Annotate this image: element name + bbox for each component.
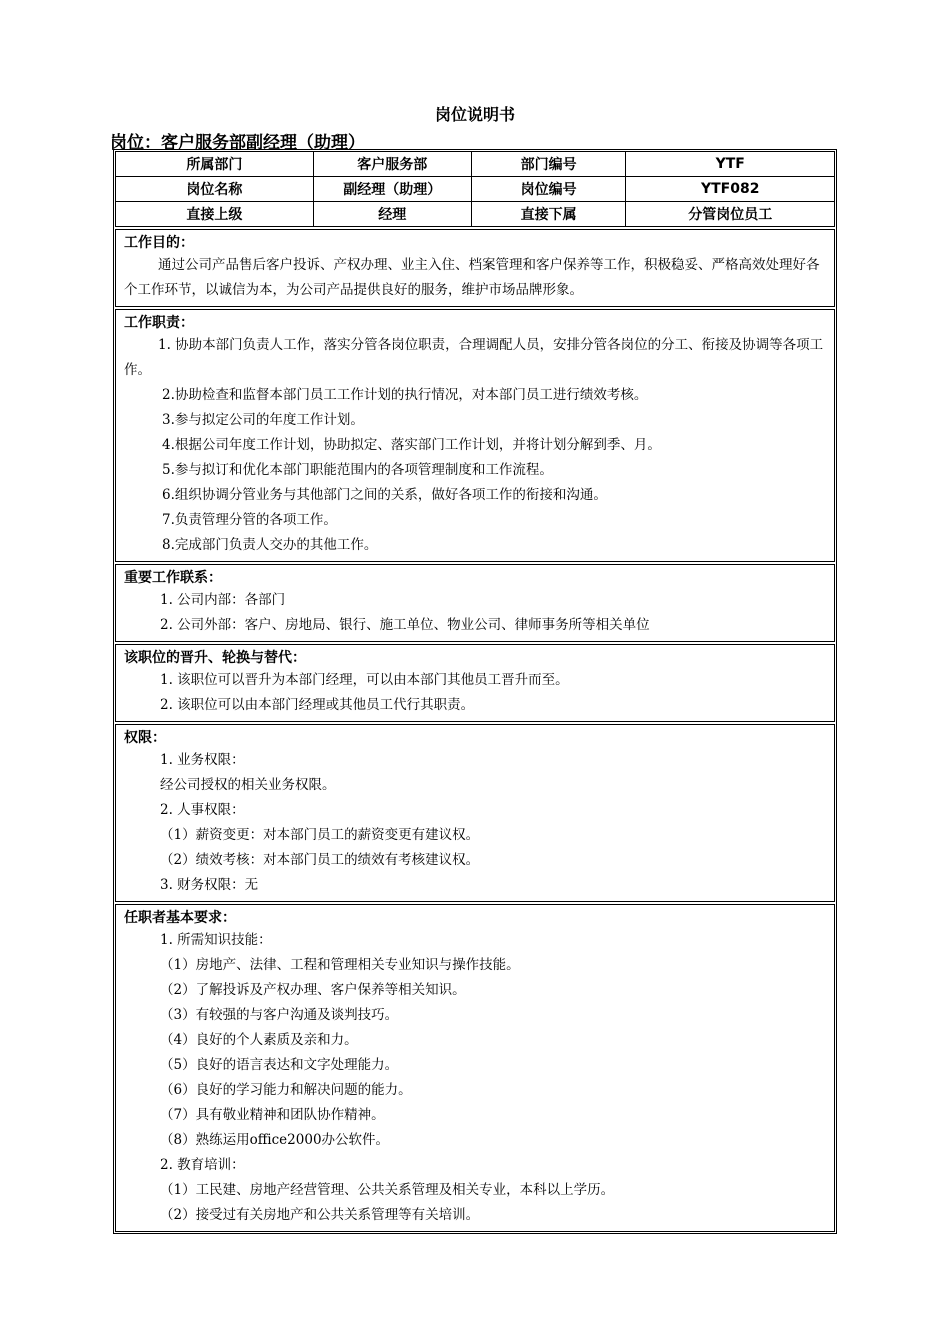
requirement-line: （8）熟练运用office2000办公软件。 bbox=[160, 1132, 390, 1148]
requirement-line: （2）了解投诉及产权办理、客户保养等相关知识。 bbox=[160, 982, 466, 998]
requirement-line: （1）工民建、房地产经营管理、公共关系管理及相关专业，本科以上学历。 bbox=[160, 1182, 615, 1198]
duty-item: 5.参与拟订和优化本部门职能范围内的各项管理制度和工作流程。 bbox=[162, 462, 553, 478]
requirements-heading: 任职者基本要求： bbox=[124, 910, 236, 926]
table-row bbox=[116, 202, 835, 227]
relations-section bbox=[115, 564, 835, 642]
requirement-line: （1）房地产、法律、工程和管理相关专业知识与操作技能。 bbox=[160, 957, 520, 973]
duty-item: 6.组织协调分管业务与其他部门之间的关系，做好各项工作的衔接和沟通。 bbox=[162, 487, 607, 503]
duty-item: 4.根据公司年度工作计划，协助拟定、落实部门工作计划，并将计划分解到季、月。 bbox=[162, 437, 661, 453]
promotion-item: 1. 该职位可以晋升为本部门经理，可以由本部门其他员工晋升而至。 bbox=[160, 672, 569, 688]
relations-heading: 重要工作联系： bbox=[124, 570, 222, 586]
department-code-value: YTF bbox=[626, 152, 835, 177]
duty-item: 2.协助检查和监督本部门员工工作计划的执行情况，对本部门员工进行绩效考核。 bbox=[162, 387, 648, 403]
authority-line: 1. 业务权限： bbox=[160, 752, 245, 768]
purpose-text: 通过公司产品售后客户投诉、产权办理、业主入住、档案管理和客户保养等工作，积极稳妥、严格高效处理好各个工作环节，以诚信为本，为公司产品提供良好的服务，维护市场品牌形象。 bbox=[124, 257, 820, 298]
table-row bbox=[116, 152, 835, 177]
purpose-heading: 工作目的： bbox=[124, 235, 194, 251]
department-code-label: 部门编号 bbox=[471, 152, 626, 177]
requirement-line: （6）良好的学习能力和解决问题的能力。 bbox=[160, 1082, 412, 1098]
supervisor-label: 直接上级 bbox=[116, 202, 314, 227]
authority-heading: 权限： bbox=[124, 730, 166, 746]
duties-section bbox=[115, 309, 835, 562]
subordinate-value: 分管岗位员工 bbox=[626, 202, 835, 227]
authority-line: （2）绩效考核：对本部门员工的绩效有考核建议权。 bbox=[160, 852, 480, 868]
promotion-section bbox=[115, 644, 835, 722]
requirement-line: 2. 教育培训： bbox=[160, 1157, 245, 1173]
purpose-section bbox=[115, 229, 835, 307]
relation-item: 1. 公司内部：各部门 bbox=[160, 592, 286, 608]
table-row bbox=[116, 177, 835, 202]
position-code-label: 岗位编号 bbox=[471, 177, 626, 202]
document-title: 岗位说明书 bbox=[434, 105, 515, 124]
subordinate-label: 直接下属 bbox=[471, 202, 626, 227]
authority-line: 3. 财务权限：无 bbox=[160, 877, 259, 893]
requirement-line: （3）有较强的与客户沟通及谈判技巧。 bbox=[160, 1007, 399, 1023]
requirement-line: 1. 所需知识技能： bbox=[160, 932, 272, 948]
department-label: 所属部门 bbox=[116, 152, 314, 177]
duty-item: 8.完成部门负责人交办的其他工作。 bbox=[162, 537, 378, 553]
relation-item: 2. 公司外部：客户、房地局、银行、施工单位、物业公司、律师事务所等相关单位 bbox=[160, 617, 650, 633]
requirement-line: （5）良好的语言表达和文字处理能力。 bbox=[160, 1057, 399, 1073]
duty-item: 7.负责管理分管的各项工作。 bbox=[162, 512, 337, 528]
position-name-label: 岗位名称 bbox=[116, 177, 314, 202]
authority-line: 经公司授权的相关业务权限。 bbox=[160, 777, 336, 793]
requirement-line: （2）接受过有关房地产和公共关系管理等有关培训。 bbox=[160, 1207, 480, 1223]
job-description-form bbox=[113, 149, 837, 1234]
duties-heading: 工作职责： bbox=[124, 315, 194, 331]
post-title: 岗位：客户服务部副经理（助理） bbox=[110, 133, 365, 153]
authority-section bbox=[115, 724, 835, 902]
basic-info-table bbox=[115, 151, 835, 227]
requirements-section bbox=[115, 904, 835, 1232]
position-code-value: YTF082 bbox=[626, 177, 835, 202]
authority-line: 2. 人事权限： bbox=[160, 802, 245, 818]
position-name-value: 副经理（助理） bbox=[313, 177, 471, 202]
promotion-item: 2. 该职位可以由本部门经理或其他员工代行其职责。 bbox=[160, 697, 475, 713]
duty-item: 1. 协助本部门负责人工作，落实分管各岗位职责，合理调配人员，安排分管各岗位的分工、衔接及协调等各项工作。 bbox=[124, 337, 824, 378]
duty-item: 3.参与拟定公司的年度工作计划。 bbox=[162, 412, 364, 428]
promotion-heading: 该职位的晋升、轮换与替代： bbox=[124, 650, 306, 666]
department-value: 客户服务部 bbox=[313, 152, 471, 177]
authority-line: （1）薪资变更：对本部门员工的薪资变更有建议权。 bbox=[160, 827, 480, 843]
supervisor-value: 经理 bbox=[313, 202, 471, 227]
requirement-line: （7）具有敬业精神和团队协作精神。 bbox=[160, 1107, 385, 1123]
requirement-line: （4）良好的个人素质及亲和力。 bbox=[160, 1032, 358, 1048]
